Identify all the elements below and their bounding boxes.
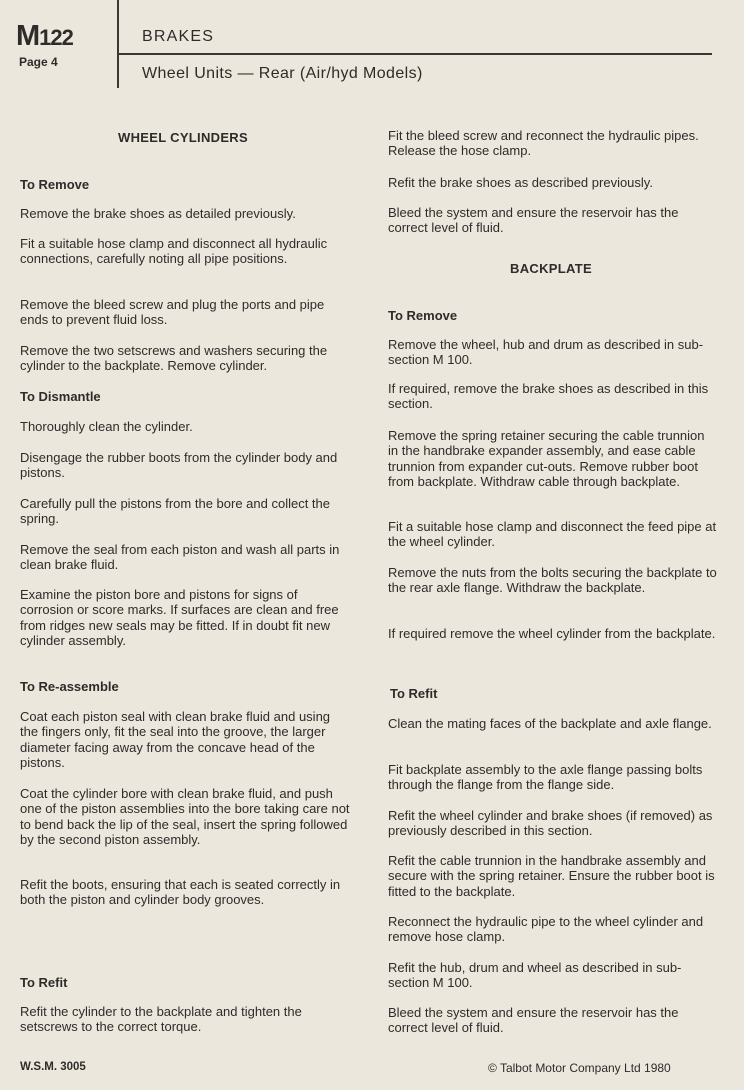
paragraph: Fit the bleed screw and reconnect the hydraulic pipes. Release the hose clamp.	[388, 128, 699, 159]
subheading-to-dismantle: To Dismantle	[20, 389, 101, 404]
paragraph: Refit the boots, ensuring that each is seated correctly in both the piston and cylinder body grooves.	[20, 877, 341, 908]
paragraph: Refit the cable trunnion in the handbrake assembly and secure with the spring retainer. Ensure the rubber boot is fitted to the backplate.	[388, 853, 715, 899]
section-subtitle: Wheel Units — Rear (Air/hyd Models)	[142, 65, 423, 82]
paragraph: Carefully pull the pistons from the bore and collect the spring.	[20, 496, 331, 527]
paragraph: Coat each piston seal with clean brake fluid and using the fingers only, fit the seal into the groove, the larger diameter facing away from the concave head of the pistons.	[20, 709, 331, 770]
heading-backplate: BACKPLATE	[510, 261, 592, 276]
paragraph: Reconnect the hydraulic pipe to the wheel cylinder and remove hose clamp.	[388, 914, 704, 945]
paragraph: Bleed the system and ensure the reservoir has the correct level of fluid.	[388, 1005, 679, 1036]
paragraph: Refit the wheel cylinder and brake shoes (if removed) as previously described in this section.	[388, 808, 713, 839]
code-number: 122	[39, 25, 73, 50]
paragraph: Bleed the system and ensure the reservoir has the correct level of fluid.	[388, 205, 679, 236]
paragraph: Coat the cylinder bore with clean brake fluid, and push one of the piston assemblies into the bore taking care not to bend back the lip of the seal, insert the spring followed by the second piston assembly.	[20, 786, 350, 847]
paragraph: Refit the hub, drum and wheel as described in sub-section M 100.	[388, 960, 682, 991]
paragraph: Fit a suitable hose clamp and disconnect the feed pipe at the wheel cylinder.	[388, 519, 717, 550]
header-vertical-rule	[117, 0, 119, 88]
subheading-to-remove: To Remove	[388, 308, 458, 323]
header-horizontal-rule	[119, 53, 712, 55]
footer-wsm-number: W.S.M. 3005	[20, 1061, 86, 1073]
manual-section-code	[16, 20, 73, 53]
paragraph: Remove the bleed screw and plug the ports and pipe ends to prevent fluid loss.	[20, 297, 325, 328]
subheading-to-reassemble: To Re-assemble	[20, 679, 119, 694]
page-label: Page 4	[19, 55, 58, 69]
paragraph: Remove the brake shoes as detailed previously.	[20, 206, 296, 221]
section-title: BRAKES	[142, 28, 215, 45]
subheading-to-remove: To Remove	[20, 177, 90, 192]
paragraph: If required remove the wheel cylinder from the backplate.	[388, 626, 716, 641]
paragraph: If required, remove the brake shoes as described in this section.	[388, 381, 709, 412]
paragraph: Remove the nuts from the bolts securing the backplate to the rear axle flange. Withdraw the backplate.	[388, 565, 717, 596]
paragraph: Fit a suitable hose clamp and disconnect all hydraulic connections, carefully noting all pipe positions.	[20, 236, 328, 267]
paragraph: Disengage the rubber boots from the cylinder body and pistons.	[20, 450, 338, 481]
paragraph: Thoroughly clean the cylinder.	[20, 419, 193, 434]
footer-copyright: © Talbot Motor Company Ltd 1980	[488, 1061, 671, 1075]
paragraph: Clean the mating faces of the backplate and axle flange.	[388, 716, 712, 731]
paragraph: Refit the cylinder to the backplate and tighten the setscrews to the correct torque.	[20, 1004, 302, 1035]
subheading-to-refit: To Refit	[20, 975, 68, 990]
subheading-to-refit: To Refit	[390, 686, 438, 701]
paragraph: Remove the wheel, hub and drum as described in sub-section M 100.	[388, 337, 704, 368]
heading-wheel-cylinders: WHEEL CYLINDERS	[118, 130, 248, 145]
paragraph: Remove the two setscrews and washers securing the cylinder to the backplate. Remove cylinder.	[20, 343, 328, 374]
paragraph: Refit the brake shoes as described previously.	[388, 175, 653, 190]
code-letter: M	[16, 20, 40, 52]
paragraph: Examine the piston bore and pistons for signs of corrosion or score marks. If surfaces are clean and free from ridges new seals may be fitted. If in doubt fit new cylinder assembly.	[20, 587, 339, 648]
paragraph: Remove the seal from each piston and wash all parts in clean brake fluid.	[20, 542, 340, 573]
paragraph: Fit backplate assembly to the axle flange passing bolts through the flange from the flange side.	[388, 762, 703, 793]
paragraph: Remove the spring retainer securing the cable trunnion in the handbrake expander assembly, and ease cable trunnion from expander cut-outs. Remove rubber boot from backplate. Withdraw cable through backplate.	[388, 428, 705, 489]
